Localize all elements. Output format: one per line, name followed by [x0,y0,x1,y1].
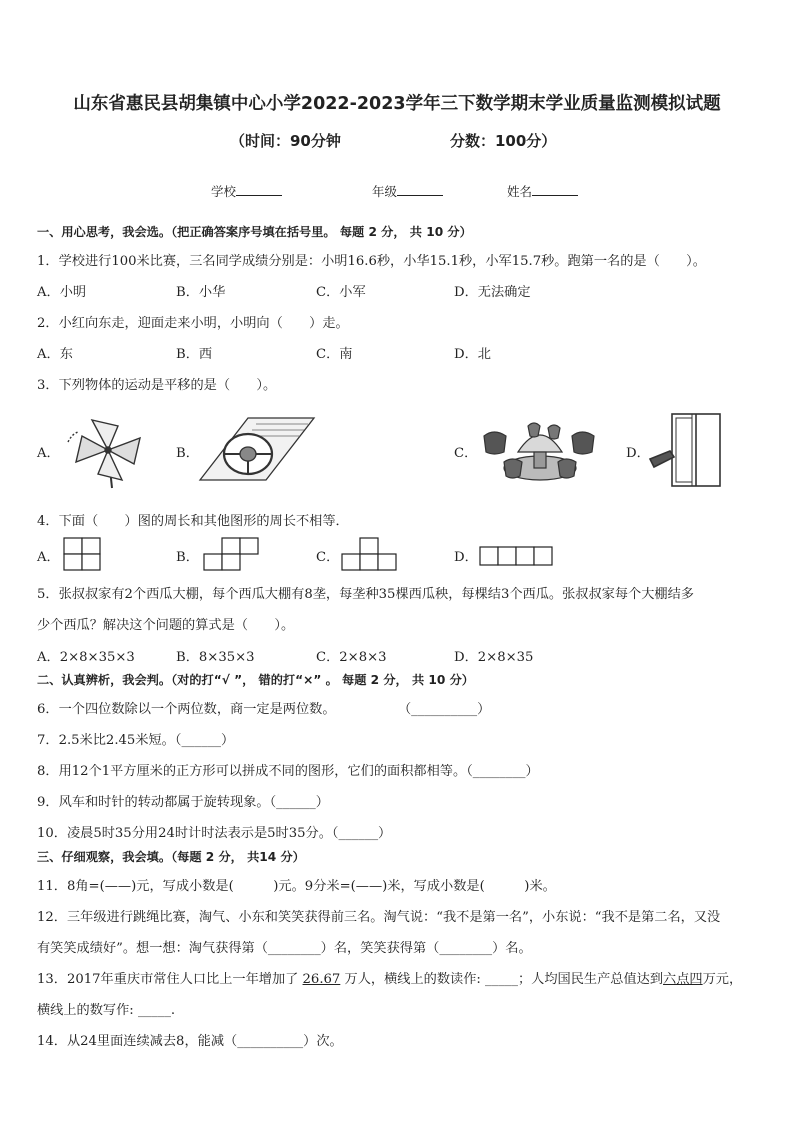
q9-answer-blank: （______） [269,795,329,810]
q7-line [37,729,234,748]
q5-option-a: A．2×8×35×3 [37,650,135,665]
q4-option-b: B． [176,550,199,565]
q10-text: 10．凌晨5时35分用24时计时法表示是5时35分。 [37,826,332,841]
q3-text: 3．下列物体的运动是平移的是（ ）。 [37,378,277,393]
q14-text: 14．从24里面连续减去8，能减（__________）次。 [37,1034,343,1049]
q10-line [37,822,391,841]
exam-score: 分数：100分） [450,132,557,150]
q4-option-d: D． [454,550,478,565]
q6-answer-blank: （__________） [398,702,491,717]
q9-text: 9．风车和时针的转动都属于旋转现象。 [37,795,270,810]
name-field [507,182,578,200]
rotating-ride-image [478,418,600,490]
q13-underlined-word: 六点四 [663,972,703,987]
q7-text: 7．2.5米比2.45米短。 [37,733,175,748]
q10-answer-blank: （______） [331,826,392,841]
q12-text-line2: 有笑笑成绩好”。想一想：淘气获得第（________）名，笑笑获得第（________）名。 [37,941,532,956]
exam-title: 山东省惠民县胡集镇中心小学2022-2023学年三下数学期末学业质量监测模拟试题 [73,94,721,114]
q4-option-a: A． [37,550,60,565]
q3-option-c: C． [454,446,478,461]
q8-line [37,760,539,779]
q2-text: 2．小红向东走，迎面走来小明，小明向（ ）走。 [37,316,349,331]
q5-option-d: D．2×8×35 [454,650,534,665]
name-label: 姓名 [507,184,533,199]
name-blank [532,183,578,196]
q6-text: 6．一个四位数除以一个两位数，商一定是两位数。 [37,702,336,717]
q5-option-c: C．2×8×3 [316,650,387,665]
grade-field [372,182,443,200]
q12-text-line1: 12．三年级进行跳绳比赛，淘气、小东和笑笑获得前三名。淘气说：“我不是第一名”，小东说：“我不是第二名，又没 [37,910,721,925]
q8-answer-blank: （________） [466,764,539,779]
q9-line [37,791,329,810]
q2-option-b: B．西 [176,347,213,362]
q1-option-d: D．无法确定 [454,285,531,300]
q13-line1 [37,968,742,987]
q5-text-line1: 5．张叔叔家有2个西瓜大棚，每个西瓜大棚有8垄，每垄种35棵西瓜秧，每棵结3个西瓜。张叔叔家每个大棚结多 [37,587,694,602]
q4-shape-b [202,536,262,572]
q1-option-c: C．小军 [316,285,366,300]
steering-wheel-image [196,414,318,486]
q1-option-b: B．小华 [176,285,226,300]
q11-text: 11．8角=(——)元，写成小数是( )元。9分米=(——)米，写成小数是( )米。 [37,879,556,894]
sliding-window-image [648,411,724,489]
q2-option-a: A．东 [37,347,73,362]
pinwheel-image [62,412,152,490]
section1-heading: 一、用心思考，我会选。（把正确答案序号填在括号里。 每题 2 分， 共 10 分） [37,225,472,239]
q5-option-b: B．8×35×3 [176,650,255,665]
section2-heading: 二、认真辨析，我会判。（对的打“√ ”， 错的打“×” 。 每题 2 分， 共 10 分） [37,673,474,687]
q8-text: 8．用12个1平方厘米的正方形可以拼成不同的图形，它们的面积都相等。 [37,764,467,779]
q1-text: 1．学校进行100米比赛，三名同学成绩分别是：小明16.6秒，小华15.1秒，小军15.7秒。跑第一名的是（ ）。 [37,254,706,269]
q4-shape-c [340,536,400,572]
q4-shape-a [62,536,104,572]
q13-text-a: 13．2017年重庆市常住人口比上一年增加了 [37,972,303,987]
q13-line2: 横线上的数写作: _____. [37,1003,176,1018]
q4-shape-d [478,545,554,567]
exam-time: （时间：90分钟 [230,132,341,150]
school-label: 学校 [211,184,237,199]
q4-option-c: C． [316,550,340,565]
q3-option-a: A． [37,446,60,461]
q3-option-b: B． [176,446,199,461]
q4-text: 4．下面（ ）图的周长和其他图形的周长不相等． [37,514,349,529]
q2-option-d: D．北 [454,347,491,362]
q2-option-c: C．南 [316,347,353,362]
grade-label: 年级 [372,184,398,199]
q1-option-a: A．小明 [37,285,87,300]
q13-text-b: 万人，横线上的数读作: _____；人均国民生产总值达到 [340,972,664,987]
q3-option-d: D． [626,446,650,461]
q7-answer-blank: （______） [174,733,235,748]
section3-heading: 三、仔细观察，我会填。（每题 2 分， 共14 分） [37,850,305,864]
q13-text-c: 万元， [702,972,743,987]
q13-underlined-number: 26.67 [302,972,341,987]
grade-blank [397,183,443,196]
school-blank [236,183,282,196]
q5-text-line2: 少个西瓜？解决这个问题的算式是（ ）。 [37,618,295,633]
school-field [211,182,282,200]
